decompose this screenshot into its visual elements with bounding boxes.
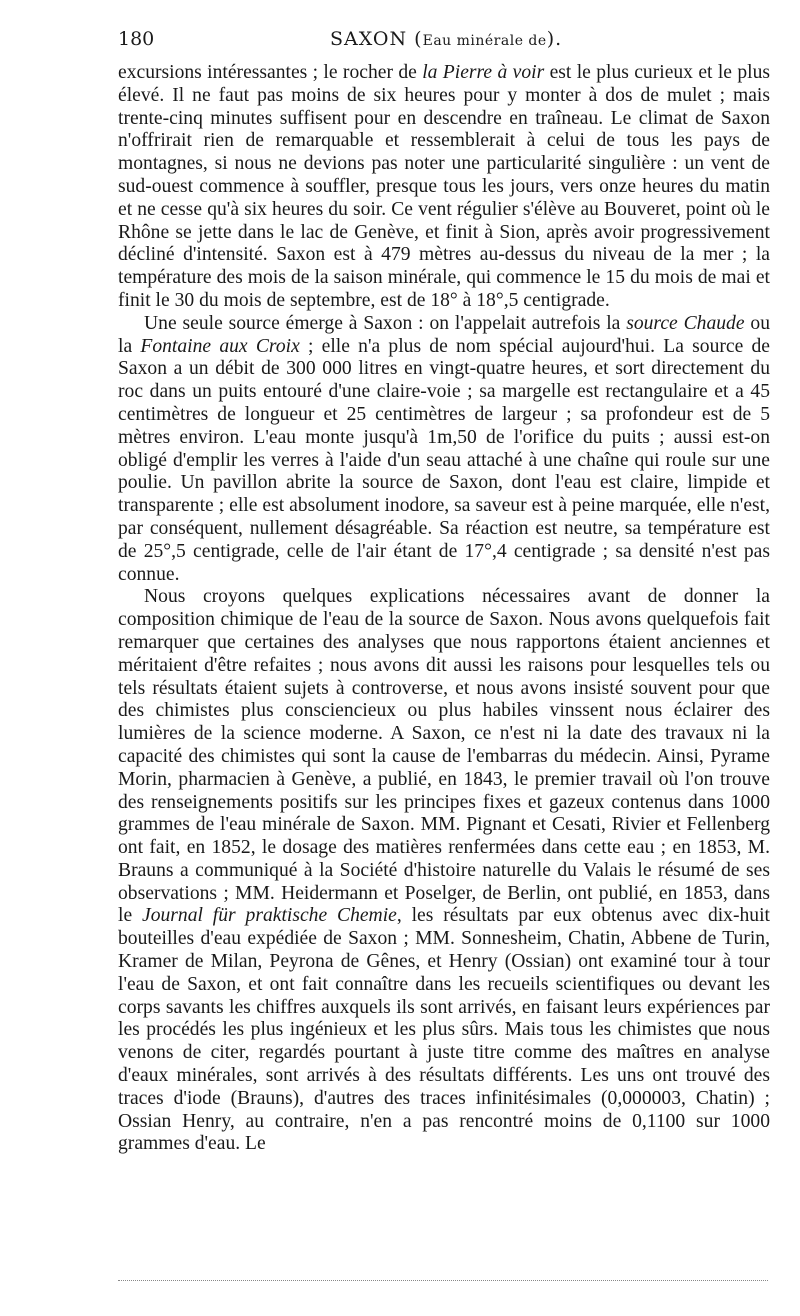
paragraph-3 — [118, 586, 770, 1156]
text-run: ou la — [118, 312, 770, 357]
italic-text: Journal für praktische Chemie — [142, 905, 397, 927]
running-title-small-caps: Eau minérale de — [422, 33, 547, 49]
italic-text: Fontaine aux Croix — [140, 335, 300, 357]
text-run: est le plus curieux et le plus élevé. Il ne faut pas moins de six heures pour y monter à dos de mulet ; mais trente-cinq minutes suffisent pour en descendre en traîneau. Le climat de Saxon n'offrirait rien de remarquable et ressemblerait à celui de tous les pays de montagnes, si nous ne devions pas noter une particularité singulière : un vent de sud-ouest commence à souffler, presque tous les jours, vers onze heures du matin et ne cesse qu'à six heures du soir. Ce vent régulier s'élève au Bouveret, point où le Rhône se jette dans le lac de Genève, et finit à Sion, après avoir progressivement décliné d'intensité. Saxon est à 479 mètres au-dessus du niveau de la mer ; la température des mois de la saison minérale, qui commence le 15 du mois de mai et finit le 30 du mois de septembre, est de 18° à 18°,5 centigrade. — [118, 62, 771, 311]
italic-text: source Chaude — [626, 312, 745, 334]
text-run: Une seule source émerge à Saxon : on l'appelait autrefois la — [144, 312, 627, 334]
text-run: Nous croyons quelques explications nécessaires avant de donner la composition chimique de l'eau de la source de Saxon. Nous avons quelquefois fait remarquer que certaines des analyses que nous rapportons étaient anciennes et méritaient d'être refaites ; nous avons dit aussi les raisons pour lesquelles tels ou tels résultats étaient sujets à controverse, et nous avons insisté souvent pour que des chimistes plus consciencieux ou plus habiles vinssent nous éclairer des lumières de la science moderne. A Saxon, ce n'est ni la date des travaux ni la capacité des chimistes qui sont la cause de l'embarras du médecin. Ainsi, Pyrame Morin, pharmacien à Genève, a publié, en 1843, le premier travail où l'on trouve des renseignements positifs sur les principes fixes et gazeux contenus dans 1000 grammes de l'eau minérale de Saxon. MM. Pignant et Cesati, Rivier et Fellenberg ont fait, en 1852, le dosage des matières renfermées dans cette eau ; en 1853, M. Brauns a communiqué à la Société d'histoire naturelle du Valais le résumé de ses observations ; MM. Heidermann et Poselger, de Berlin, ont publié, en 1853, dans le — [118, 586, 770, 927]
running-title-main: SAXON ( — [330, 28, 423, 50]
paragraph-2 — [118, 313, 770, 587]
running-title-end: ). — [546, 28, 563, 50]
page-header — [118, 24, 768, 58]
text-run: , les résultats par eux obtenus avec dix-huit bouteilles d'eau expédiée de Saxon ; MM. Sonnesheim, Chatin, Abbene de Turin, Kramer de Milan, Peyrona de Gênes, et Henry (Ossian) ont examiné tour à tour l'eau de Saxon, et ont fait connaître dans les recueils scientifiques ou devant les corps savants les chiffres auxquels ils sont arrivés, en faisant leurs expériences par les procédés les plus ingénieux et les plus sûrs. Mais tous les chimistes que nous venons de citer, regardés pourtant à juste titre comme des maîtres en analyse d'eaux minérales, sont arrivés à des résultats différents. Les uns ont trouvé des traces d'iode (Brauns), d'autres des traces infinitésimales (0,000003, Chatin) ; Ossian Henry, au contraire, n'en a pas rencontré moins de 0,1100 sur 1000 grammes d'eau. Le — [118, 905, 770, 1155]
paragraph-1 — [118, 62, 770, 313]
body-text — [118, 62, 770, 1156]
text-run: excursions intéressantes ; le rocher de — [118, 62, 423, 83]
footer-rule — [118, 1280, 768, 1281]
italic-text: la Pierre à voir — [422, 62, 545, 83]
text-run: ; elle n'a plus de nom spécial aujourd'hui. La source de Saxon a un débit de 300 000 litres en vingt-quatre heures, et sort directement du roc dans un puits entouré d'une claire-voie ; sa margelle est rectangulaire et a 45 centimètres de longueur et 25 centimètres de largeur ; sa profondeur est de 5 mètres environ. L'eau monte jusqu'à 1m,50 de l'orifice du puits ; aussi est-on obligé d'emplir les verres à l'aide d'un seau attaché à une chaîne qui roule sur une poulie. Un pavillon abrite la source de Saxon, dont l'eau est claire, limpide et transparente ; elle est absolument inodore, sa saveur est à peine marquée, elle n'est, par conséquent, nullement désagréable. Sa réaction est neutre, sa température est de 25°,5 centigrade, celle de l'air étant de 17°,4 centigrade ; sa densité n'est pas connue. — [118, 335, 770, 585]
page-number: 180 — [118, 28, 155, 50]
running-title — [330, 28, 562, 50]
